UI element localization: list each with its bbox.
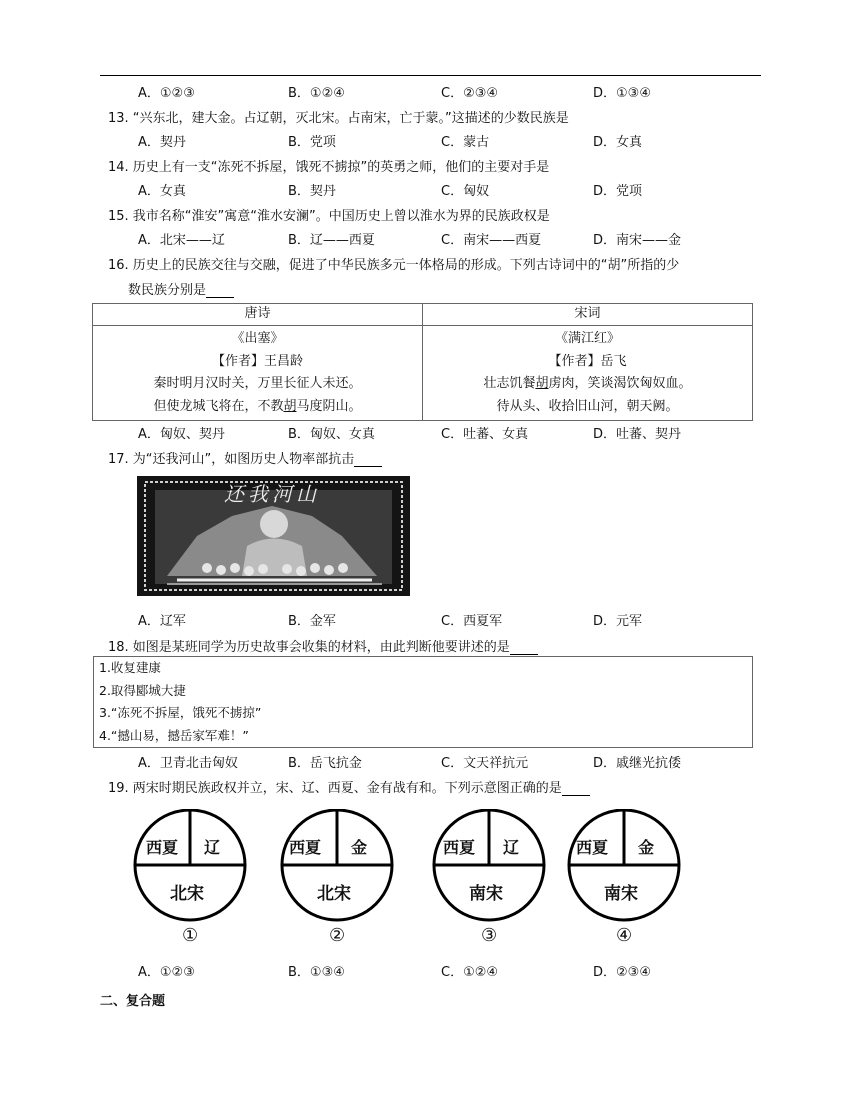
- region-bottom: 北宋: [317, 884, 351, 904]
- diagram-1: [132, 809, 248, 947]
- option-b[interactable]: B．匈奴、女真: [288, 427, 375, 442]
- q18-stem-text: 18. 如图是某班同学为历史故事会收集的材料，由此判断他要讲述的是: [108, 640, 510, 655]
- yue-fei-image: [137, 476, 410, 596]
- diagram-number: ④: [616, 925, 633, 946]
- region-top-right: 辽: [503, 838, 520, 857]
- region-top-right: 金: [351, 838, 368, 857]
- diagram-number: ③: [481, 925, 498, 946]
- option-a[interactable]: A．①②③: [138, 86, 195, 101]
- q15-options: [138, 229, 758, 249]
- region-top-left: 西夏: [146, 838, 179, 857]
- poem-line: [423, 373, 752, 396]
- diagram-2: [279, 809, 395, 947]
- option-c[interactable]: C．文天祥抗元: [441, 756, 529, 771]
- q19-stem: [108, 777, 590, 796]
- region-bottom: 南宋: [604, 884, 638, 904]
- answer-blank[interactable]: [562, 784, 590, 796]
- q19-stem-text: 19. 两宋时期民族政权并立，宋、辽、西夏、金有战有和。下列示意图正确的是: [108, 781, 562, 796]
- section-heading: 二、复合题: [100, 994, 166, 1009]
- diagram-3: [431, 809, 547, 947]
- region-top-right: 辽: [204, 838, 221, 857]
- option-d[interactable]: D．②③④: [593, 965, 651, 980]
- diagram-number: ①: [182, 925, 199, 946]
- option-c[interactable]: C．①②④: [441, 965, 499, 980]
- poem-title: 《出塞》: [231, 331, 284, 346]
- region-top-left: 西夏: [443, 838, 476, 857]
- poem-line: 秦时明月汉时关，万里长征人未还。: [153, 376, 362, 391]
- material-item: 3.“冻死不拆屋，饿死不掳掠”: [99, 705, 262, 720]
- option-c[interactable]: C．吐蕃、女真: [441, 427, 529, 442]
- option-d[interactable]: D．南宋——金: [593, 233, 682, 248]
- region-top-left: 西夏: [576, 838, 609, 857]
- answer-blank[interactable]: [354, 455, 382, 467]
- material-item: 4.“撼山易，撼岳家军难！”: [99, 727, 249, 743]
- q19-options: [138, 961, 758, 981]
- q17-stem: [108, 448, 382, 467]
- option-b[interactable]: B．①③④: [288, 965, 345, 980]
- poem-text: 但使龙城飞将在，不教: [153, 398, 284, 414]
- option-b[interactable]: B．契丹: [288, 184, 336, 199]
- poem-author: 【作者】王昌龄: [211, 353, 303, 369]
- poem-line: [93, 396, 422, 419]
- option-b[interactable]: B．岳飞抗金: [288, 756, 362, 771]
- poem-text: 虏肉，笑谈渴饮匈奴血。: [548, 376, 692, 391]
- option-b[interactable]: B．党项: [288, 135, 336, 150]
- q18-stem: [108, 636, 538, 655]
- song-ci-cell: [423, 326, 753, 421]
- option-d[interactable]: D．戚继光抗倭: [593, 756, 682, 771]
- tang-poem-cell: [93, 326, 423, 421]
- answer-blank[interactable]: [510, 643, 538, 655]
- material-box: [93, 656, 753, 748]
- underlined-hu: 胡: [535, 376, 549, 391]
- region-bottom: 南宋: [469, 884, 503, 904]
- option-b[interactable]: B．辽——西夏: [288, 233, 375, 248]
- q16-stem-text: 数民族分别是: [128, 283, 207, 298]
- poem-table: [92, 303, 753, 421]
- option-d[interactable]: D．①③④: [593, 86, 651, 101]
- poem-text: 马度阴山。: [296, 398, 362, 414]
- top-rule: [100, 75, 761, 76]
- option-c[interactable]: C．②③④: [441, 86, 499, 101]
- option-a[interactable]: A．匈奴、契丹: [138, 427, 225, 442]
- q14-options: [138, 180, 758, 200]
- table-header-tang: 唐诗: [93, 304, 423, 326]
- q18-options: [138, 752, 758, 772]
- option-c[interactable]: C．西夏军: [441, 614, 503, 629]
- option-b[interactable]: B．金军: [288, 614, 336, 629]
- region-top-left: 西夏: [289, 838, 322, 857]
- q14-stem: 14. 历史上有一支“冻死不拆屋，饿死不掳掠”的英勇之师，他们的主要对手是: [108, 160, 550, 175]
- option-a[interactable]: A．辽军: [138, 614, 186, 629]
- q17-options: [138, 610, 758, 630]
- region-top-right: 金: [638, 838, 655, 857]
- option-c[interactable]: C．匈奴: [441, 184, 490, 199]
- poem-text: 壮志饥餐: [483, 376, 536, 391]
- q16-options: [138, 423, 758, 443]
- q17-stem-text: 17. 为“还我河山”，如图历史人物率部抗击: [108, 452, 355, 467]
- option-d[interactable]: D．吐蕃、契丹: [593, 427, 682, 442]
- q16-stem-line1: 16. 历史上的民族交往与交融，促进了中华民族多元一体格局的形成。下列古诗词中的“胡”所指的少: [108, 258, 680, 273]
- diagram-4: [566, 809, 682, 947]
- region-bottom: 北宋: [170, 884, 204, 904]
- option-d[interactable]: D．党项: [593, 184, 643, 199]
- q13-options: [138, 131, 758, 151]
- option-a[interactable]: A．北宋——辽: [138, 233, 225, 248]
- q15-stem: 15. 我市名称“淮安”寓意“淮水安澜”。中国历史上曾以淮水为界的民族政权是: [108, 209, 550, 224]
- poem-author: 【作者】岳飞: [548, 353, 627, 369]
- material-item: 1.收复建康: [99, 660, 161, 675]
- option-c[interactable]: C．南宋——西夏: [441, 233, 542, 248]
- q16-stem-line2: [128, 279, 234, 298]
- q12-options: [138, 82, 758, 102]
- q13-stem: 13. “兴东北，建大金。占辽朝，灭北宋。占南宋，亡于蒙。”这描述的少数民族是: [108, 111, 569, 126]
- material-item: 2.取得郾城大捷: [99, 682, 186, 698]
- option-a[interactable]: A．契丹: [138, 135, 186, 150]
- option-a[interactable]: A．①②③: [138, 965, 195, 980]
- option-a[interactable]: A．卫青北击匈奴: [138, 756, 238, 771]
- option-d[interactable]: D．女真: [593, 135, 643, 150]
- image-caption: 还我河山: [224, 482, 320, 506]
- poem-title: 《满江红》: [554, 331, 620, 346]
- poem-line: 待从头、收拾旧山河，朝天阙。: [496, 398, 679, 414]
- answer-blank[interactable]: [206, 286, 234, 298]
- table-header-song: 宋词: [423, 304, 753, 326]
- option-c[interactable]: C．蒙古: [441, 135, 490, 150]
- option-d[interactable]: D．元军: [593, 614, 643, 629]
- option-a[interactable]: A．女真: [138, 184, 186, 199]
- underlined-hu: 胡: [283, 398, 297, 414]
- diagram-number: ②: [329, 925, 346, 946]
- option-b[interactable]: B．①②④: [288, 86, 345, 101]
